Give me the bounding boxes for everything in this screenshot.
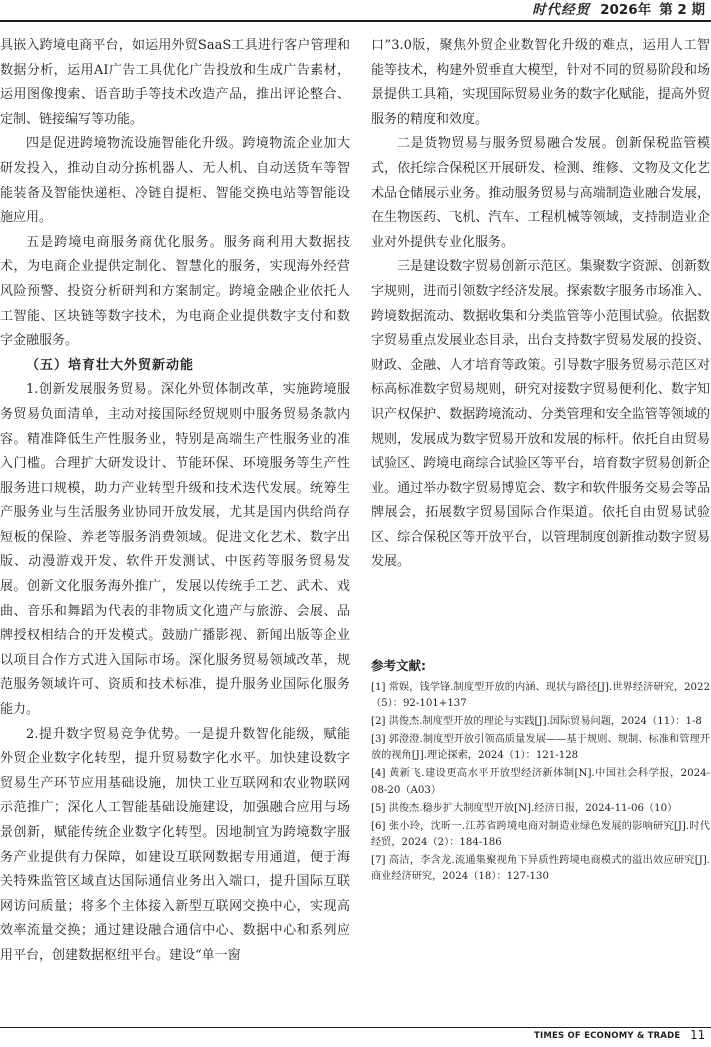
reference-item: [2] 洪俊杰.制度型开放的理论与实践[J].国际贸易问题，2024（11）：1-8	[371, 716, 702, 728]
references-title: 参考文献:	[371, 658, 426, 673]
right-column	[371, 34, 710, 575]
footer-rule	[0, 1027, 711, 1028]
header-rule	[0, 20, 711, 22]
reference-item: [5] 洪俊杰.稳步扩大制度型开放[N].经济日报，2024-11-06（10）	[371, 802, 678, 814]
body-paragraph: 1.创新发展服务贸易。深化外贸体制改革，实施跨境服务贸易负面清单，主动对接国际经贸规则中服务贸易条款内容。精准降低生产性服务业，特别是高端生产性服务业的准入门槛。合理扩大研发设计、节能环保、环境服务等生产性服务进口规模，助力产业转型升级和技术迭代发展。统筹生产服务业与生活服务业协同开放发展，尤其是国内供给尚存短板的保险、养老等服务消费领域。促进文化艺术、数字出版、动漫游戏开发、软件开发测试、中医药等服务贸易发展。创新文化服务海外推广，发展以传统手工艺、武术、戏曲、音乐和舞蹈为代表的非物质文化遗产与旅游、会展、品牌授权相结合的开发模式。鼓励广播影视、新闻出版等企业以项目合作方式进入国际市场。深化服务贸易领域改革，规范服务领域许可、资质和技术标准，提升服务业国际化服务能力。	[0, 382, 350, 718]
left-column	[0, 34, 350, 969]
page-header	[0, 0, 711, 20]
references-list	[371, 680, 710, 885]
body-paragraph: 四是促进跨境物流设施智能化升级。跨境物流企业加大研发投入，推动自动分拣机器人、无人机、自动送货车等智能装备及智能快递柜、冷链自提柜、智能交换电站等智能设施应用。	[0, 136, 350, 226]
page-number: 11	[690, 1028, 706, 1042]
magazine-name: 时代经贸	[532, 2, 591, 18]
reference-item: [1] 常娱，钱学锋.制度型开放的内涵、现状与路径[J].世界经济研究，2022（5）：92-101+137	[371, 682, 710, 710]
reference-item: [3] 郭澄澄.制度型开放引领高质量发展——基于规则、规制、标准和管理开放的视角[J].理论探索，2024（1）：121-128	[371, 734, 710, 762]
header-text	[532, 0, 705, 20]
issue-number: 第 2 期	[659, 2, 705, 18]
body-paragraph: 二是货物贸易与服务贸易融合发展。创新保税监管模式，依托综合保税区开展研发、检测、维修、文物及文化艺术品仓储展示业务。推动服务贸易与高端制造业融合发展，在生物医药、飞机、汽车、工程机械等领域，支持制造业企业对外提供专业化服务。	[371, 136, 710, 250]
references-section	[371, 656, 710, 887]
body-paragraph: 2.提升数字贸易竞争优势。一是提升数智化能级，赋能外贸企业数字化转型，提升贸易数字化水平。加快建设数字贸易生产环节应用基础设施，加快工业互联网和农业物联网示范推广；深化人工智能基础设施建设，加强融合应用与场景创新，赋能传统企业数字化转型。因地制宜为跨境数字服务产业提供有力保障，如建设互联网数据专用通道，便于海关特殊监管区域直达国际通信业务出入端口，提升国际互联网访问质量；将多个主体接入新型互联网交换中心，实现高效率流量交换；通过建设融合通信中心、数据中心和系列应用平台，创建数据枢纽平台。建设“单一窗	[0, 726, 350, 963]
section-subheading: （五）培育壮大外贸新动能	[26, 357, 195, 373]
body-paragraph: 五是跨境电商服务商优化服务。服务商利用大数据技术，为电商企业提供定制化、智慧化的服务，实现海外经营风险预警、投资分析研判和方案制定。跨境金融企业依托人工智能、区块链等数字技术，为电商企业提供数字支付和数字金融服务。	[0, 234, 350, 349]
reference-item: [6] 张小玲，沈昕一.江苏省跨境电商对制造业绿色发展的影响研究[J].时代经贸，2024（2）：184-186	[371, 820, 710, 848]
body-paragraph: 三是建设数字贸易创新示范区。集聚数字资源、创新数字规则，进而引领数字经济发展。探索数字服务市场准入、跨境数据流动、数据收集和分类监管等小范围试验。依据数字贸易重点发展业态目录，出台支持数字贸易发展的投资、财政、金融、人才培育等政策。引导数字服务贸易示范区对标高标准数字贸易规则，研究对接数字贸易便利化、数字知识产权保护、数据跨境流动、分类管理和安全监管等领域的规则，发展成为数字贸易开放和发展的标杆。依托自由贸易试验区、跨境电商综合试验区等平台，培育数字贸易创新企业。通过举办数字贸易博览会、数字和软件服务交易会等品牌展会，拓展数字贸易国际合作渠道。依托自由贸易试验区、综合保税区等开放平台，以管理制度创新推动数字贸易发展。	[371, 259, 710, 570]
reference-item: [7] 高洁，李含龙.流通集聚视角下异质性跨境电商模式的溢出效应研究[J].商业经济研究，2024（18）：127-130	[371, 854, 710, 883]
body-paragraph: 口”3.0版，聚焦外贸企业数智化升级的难点，运用人工智能等技术，构建外贸垂直大模型，针对不同的贸易阶段和场景提供工具箱，实现国际贸易业务的数字化赋能，提高外贸服务的精度和效度。	[371, 38, 710, 127]
body-paragraph: 具嵌入跨境电商平台，如运用外贸SaaS工具进行客户管理和数据分析，运用AI广告工具优化广告投放和生成广告素材，运用图像搜索、语音助手等技术改造产品，推出评论整合、定制、链接编写等功能。	[0, 38, 350, 127]
footer-magazine: TIMES OF ECONOMY & TRADE	[534, 1031, 681, 1041]
issue-year: 2026年	[600, 2, 652, 18]
reference-item: [4] 黄新飞.建设更高水平开放型经济新体制[N].中国社会科学报，2024-08-20（A03）	[371, 768, 710, 796]
